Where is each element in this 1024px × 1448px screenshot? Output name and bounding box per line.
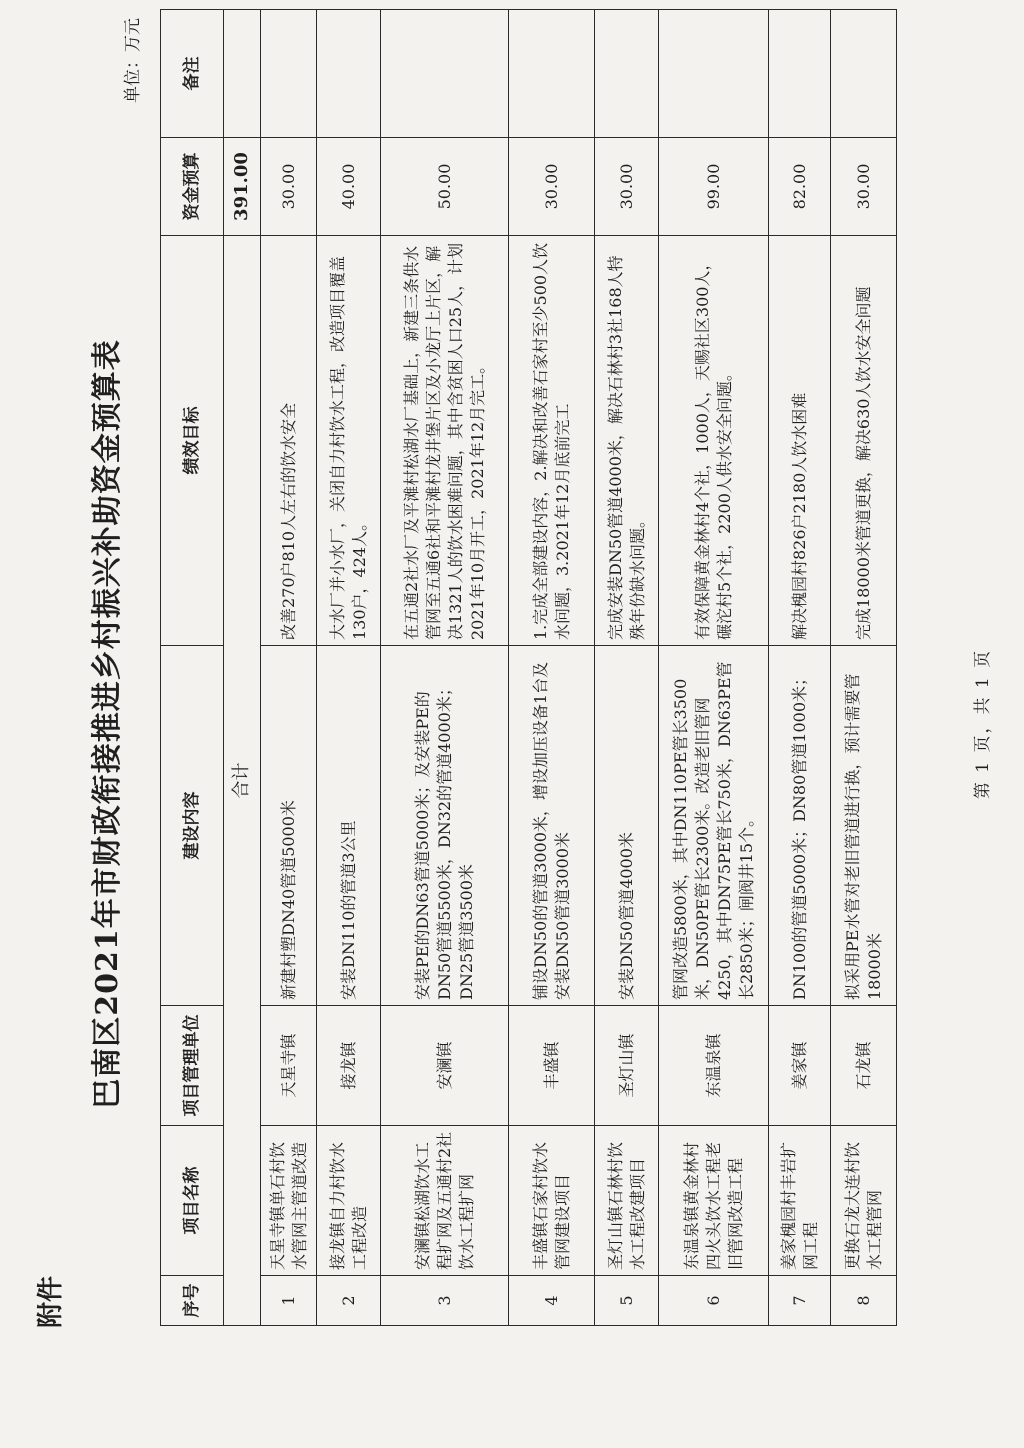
- row-content: 管网改造5800米，其中DN110PE管长3500米，DN50PE管长2300米。改造老旧管网4250，其中DN75PE管长750米，DN63PE管长2850米；闸阀井15个。: [659, 646, 769, 1006]
- col-header-goal: 绩效目标: [161, 236, 224, 646]
- row-content: 铺设DN50的管道3000米，增设加压设备1台及安装DN50管道3000米: [509, 646, 595, 1006]
- row-goal: 完成安装DN50管道4000米，解决石林村3社168人特殊年份缺水问题。: [595, 236, 659, 646]
- table-row: [659, 10, 769, 1326]
- row-no: 4: [509, 1276, 595, 1326]
- row-content: 拟采用PE水管对老旧管道进行换，预计需要管18000米: [831, 646, 897, 1006]
- table-row: [261, 10, 317, 1326]
- row-goal: 有效保障黄金林村4个社，1000人，天赐社区300人，碾沱村5个社，2200人供水安全问题。: [659, 236, 769, 646]
- row-content: 新建村塑DN40管道5000米: [261, 646, 317, 1006]
- total-amount: 391.00: [224, 138, 261, 236]
- row-name: 东温泉镇黄金林村四火头饮水工程老旧管网改造工程: [659, 1126, 769, 1276]
- row-note: [317, 10, 381, 138]
- row-amount: 30.00: [261, 138, 317, 236]
- total-row: [224, 10, 261, 1326]
- row-unit: 姜家镇: [769, 1006, 831, 1126]
- row-amount: 82.00: [769, 138, 831, 236]
- row-goal: 改善270户810人左右的饮水安全: [261, 236, 317, 646]
- row-amount: 30.00: [831, 138, 897, 236]
- row-name: 接龙镇自力村饮水工程改造: [317, 1126, 381, 1276]
- row-no: 8: [831, 1276, 897, 1326]
- table-row: [317, 10, 381, 1326]
- col-header-content: 建设内容: [161, 646, 224, 1006]
- row-goal: 完成18000米管道更换，解决630人饮水安全问题: [831, 236, 897, 646]
- row-amount: 30.00: [509, 138, 595, 236]
- row-note: [509, 10, 595, 138]
- col-header-unit: 项目管理单位: [161, 1006, 224, 1126]
- budget-table: [160, 9, 897, 1326]
- row-unit: 石龙镇: [831, 1006, 897, 1126]
- total-label: 合计: [224, 236, 261, 1326]
- row-no: 2: [317, 1276, 381, 1326]
- row-unit: 丰盛镇: [509, 1006, 595, 1126]
- row-note: [381, 10, 509, 138]
- row-goal: 在五通2社水厂及平滩村松湖水厂基础上，新建三条供水管网至五通6社和平滩村龙井堡片区及小龙厅上片区，解决1321人的饮水困难问题，其中含贫困人口25人，计划2021年10月开工，2021年12月完工。: [381, 236, 509, 646]
- page-footer: 第 1 页，共 1 页: [973, 648, 993, 800]
- row-no: 3: [381, 1276, 509, 1326]
- row-note: [261, 10, 317, 138]
- table-row: [595, 10, 659, 1326]
- row-unit: 接龙镇: [317, 1006, 381, 1126]
- row-name: 更换石龙大连村饮水工程管网: [831, 1126, 897, 1276]
- row-no: 6: [659, 1276, 769, 1326]
- col-header-amount: 资金预算: [161, 138, 224, 236]
- row-note: [769, 10, 831, 138]
- attachment-label: 附件: [36, 1275, 66, 1328]
- row-unit: 安澜镇: [381, 1006, 509, 1126]
- row-unit: 圣灯山镇: [595, 1006, 659, 1126]
- row-note: [595, 10, 659, 138]
- row-amount: 40.00: [317, 138, 381, 236]
- row-content: DN100的管道5000米；DN80管道1000米；: [769, 646, 831, 1006]
- table-row: [831, 10, 897, 1326]
- row-amount: 99.00: [659, 138, 769, 236]
- table-row: [509, 10, 595, 1326]
- table-row: [769, 10, 831, 1326]
- row-content: 安装PE的DN63管道5000米；及安装PE的DN50管道5500米，DN32的管道4000米；DN25管道3500米: [381, 646, 509, 1006]
- row-no: 7: [769, 1276, 831, 1326]
- row-name: 圣灯山镇石林村饮水工程改建项目: [595, 1126, 659, 1276]
- row-unit: 天星寺镇: [261, 1006, 317, 1126]
- row-name: 安澜镇松湖饮水工程扩网及五通村2社饮水工程扩网: [381, 1126, 509, 1276]
- row-name: 天星寺镇单石村饮水管网主管道改造: [261, 1126, 317, 1276]
- row-name: 丰盛镇石家村饮水管网建设项目: [509, 1126, 595, 1276]
- page-title: 巴南区2021年市财政衔接推进乡村振兴补助资金预算表: [90, 339, 125, 1109]
- col-header-name: 项目名称: [161, 1126, 224, 1276]
- row-goal: 解决槐园村826户2180人饮水困难: [769, 236, 831, 646]
- row-no: 5: [595, 1276, 659, 1326]
- header-row: [161, 10, 224, 1326]
- row-goal: 大水厂并小水厂，关闭自力村饮水工程，改造项目覆盖130户，424人。: [317, 236, 381, 646]
- row-note: [831, 10, 897, 138]
- row-amount: 50.00: [381, 138, 509, 236]
- col-header-no: 序号: [161, 1276, 224, 1326]
- row-no: 1: [261, 1276, 317, 1326]
- row-content: 安装DN110的管道3公里: [317, 646, 381, 1006]
- row-amount: 30.00: [595, 138, 659, 236]
- col-header-note: 备注: [161, 10, 224, 138]
- row-content: 安装DN50管道4000米: [595, 646, 659, 1006]
- row-name: 姜家槐园村丰岩扩网工程: [769, 1126, 831, 1276]
- total-note: [224, 10, 261, 138]
- row-goal: 1.完成全部建设内容，2.解决和改善石家村至少500人饮水问题，3.2021年12月底前完工: [509, 236, 595, 646]
- unit-label: 单位：万元: [123, 18, 143, 103]
- row-unit: 东温泉镇: [659, 1006, 769, 1126]
- table-row: [381, 10, 509, 1326]
- row-note: [659, 10, 769, 138]
